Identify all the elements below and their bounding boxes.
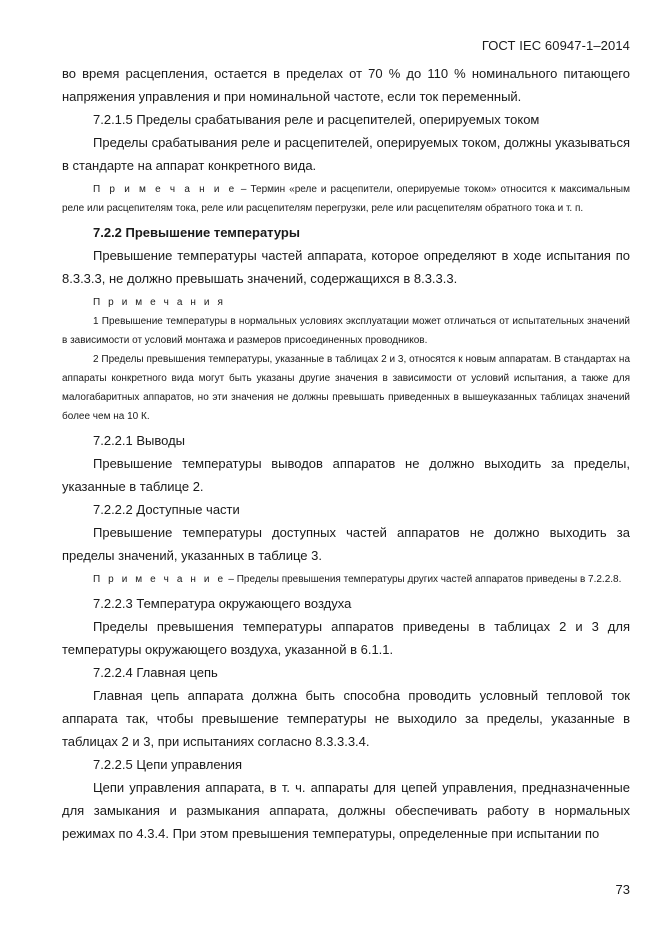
document-page: [62, 0, 630, 935]
note-label: П р и м е ч а н и е: [93, 574, 226, 585]
document-header: ГОСТ IEC 60947-1–2014: [481, 38, 630, 53]
section-title: 7.2.2.2 Доступные части: [93, 502, 240, 517]
document-body: [62, 62, 630, 845]
section-title: 7.2.2.3 Температура окружающего воздуха: [93, 596, 352, 611]
section-title: 7.2.2.5 Цепи управления: [93, 757, 243, 772]
note: [62, 180, 630, 218]
paragraph: Главная цепь аппарата должна быть способна проводить условный тепловой ток аппарата так, чтобы превышение температуры не выходило за пределы, указанные в таблицах 2 и 3, при испытаниях согласно 8.3.3.3.4.: [62, 688, 630, 749]
section-title: 7.2.1.5 Пределы срабатывания реле и расцепителей, оперируемых током: [93, 112, 540, 127]
paragraph: Пределы превышения температуры аппаратов приведены в таблицах 2 и 3 для температуры окружающего воздуха, указанной в 6.1.1.: [62, 619, 630, 657]
paragraph: во время расцепления, остается в пределах от 70 % до 110 % номинального питающего напряжения управления и при номинальной частоте, если ток переменный.: [62, 66, 630, 104]
note-text: – Пределы превышения температуры других частей аппаратов приведены в 7.2.2.8.: [225, 574, 622, 585]
page-number: 73: [615, 882, 630, 897]
section-heading: 7.2.2 Превышение температуры: [93, 225, 300, 240]
note-label: П р и м е ч а н и е: [93, 184, 237, 195]
notes-label: [62, 293, 630, 312]
section-title: 7.2.2.4 Главная цепь: [93, 665, 218, 680]
paragraph: Превышение температуры выводов аппаратов не должно выходить за пределы, указанные в таблице 2.: [62, 456, 630, 494]
note-item: 1 Превышение температуры в нормальных условиях эксплуатации может отличаться от испытательных значений в зависимости от условий монтажа и размеров присоединенных проводников.: [62, 316, 630, 346]
note-label: П р и м е ч а н и я: [93, 297, 226, 308]
paragraph: Превышение температуры частей аппарата, которое определяют в ходе испытания по 8.3.3.3, не должно превышать значений, содержащихся в 8.3.3.3.: [62, 248, 630, 286]
note-item: 2 Пределы превышения температуры, указанные в таблицах 2 и 3, относятся к новым аппаратам. В стандартах на аппараты конкретного вида могут быть указаны другие значения в зависимости от условий испытания, а также для малогабаритных аппаратов, но эти значения не должны превышать приведенных в вышеуказанных таблицах значений более чем на 10 К.: [62, 354, 630, 422]
note: [62, 570, 630, 589]
paragraph: Пределы срабатывания реле и расцепителей, оперируемых током, должны указываться в стандарте на аппарат конкретного вида.: [62, 135, 630, 173]
paragraph: Цепи управления аппарата, в т. ч. аппараты для цепей управления, предназначенные для замыкания и размыкания аппарата, должны обеспечивать работу в нормальных режимах по 4.3.4. При этом превышения температуры, определенные при испытании по: [62, 780, 630, 841]
paragraph: Превышение температуры доступных частей аппаратов не должно выходить за пределы значений, указанных в таблице 3.: [62, 525, 630, 563]
section-title: 7.2.2.1 Выводы: [93, 433, 186, 448]
note-text: – Термин «реле и расцепители, оперируемые током» относится к максимальным реле или расцепителям тока, реле или расцепителям перегрузки, реле или расцепителям обратного тока и т. п.: [62, 184, 630, 214]
